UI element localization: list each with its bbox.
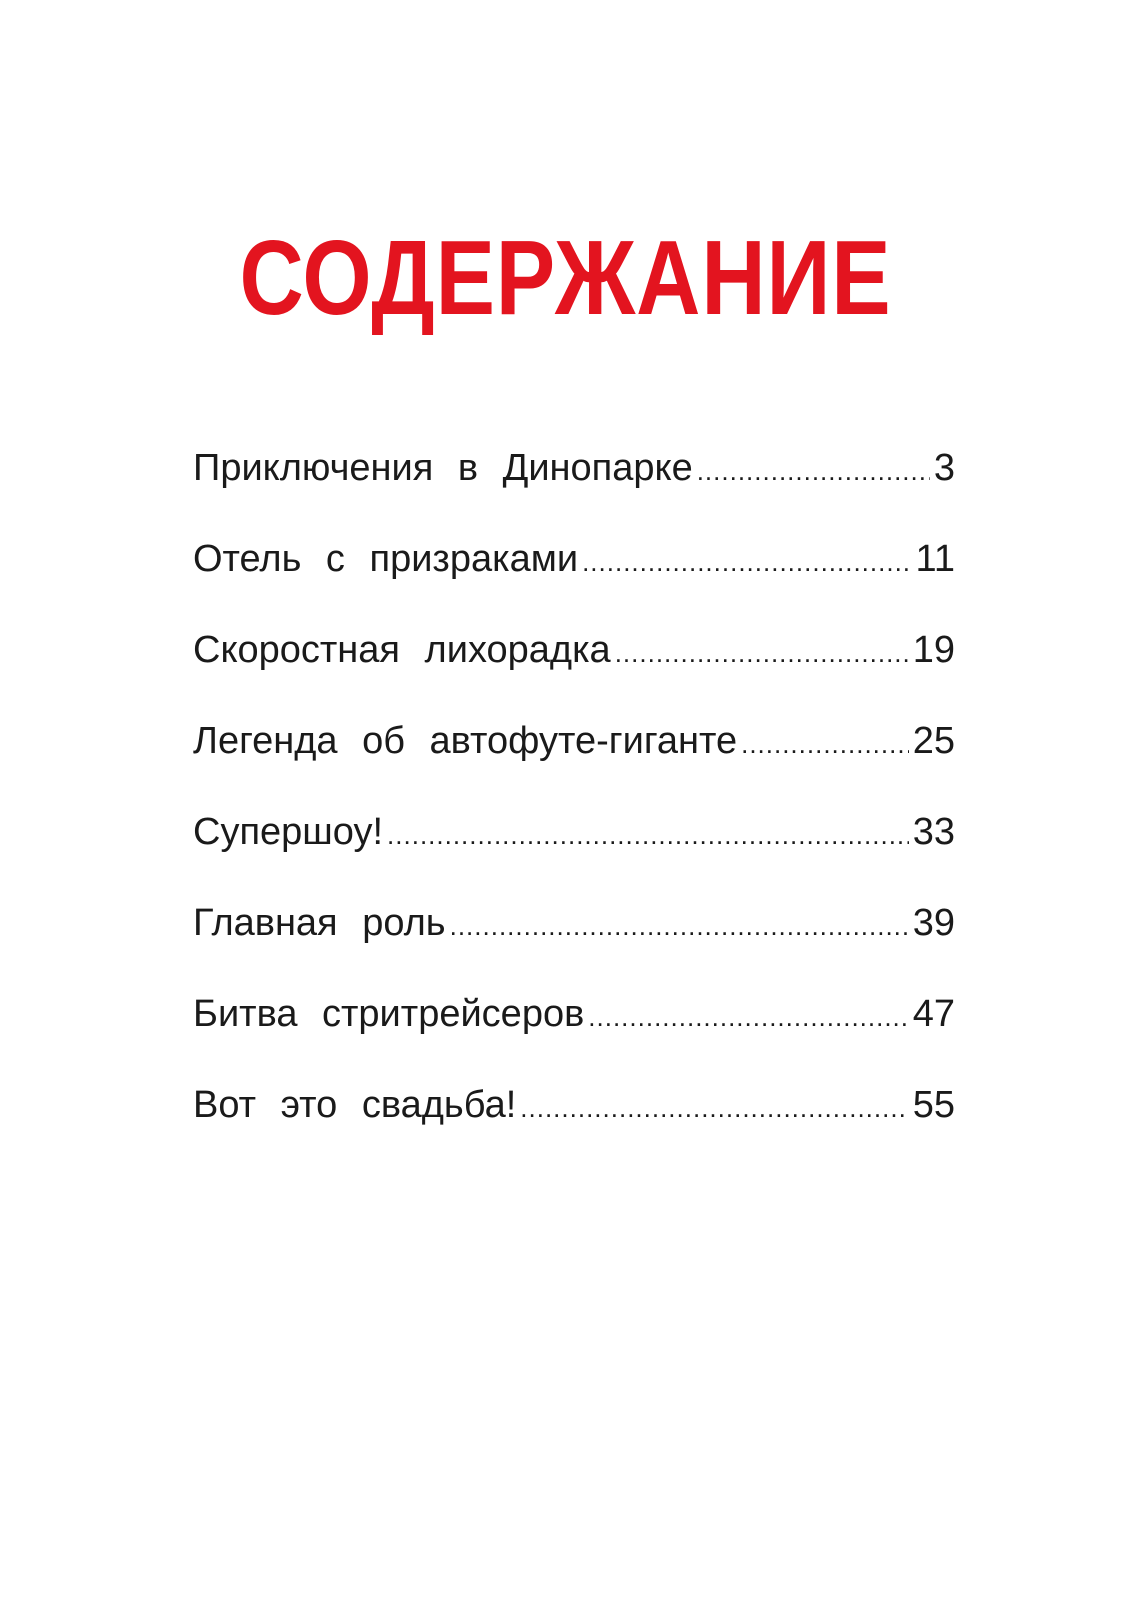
toc-dot-leader [387,812,909,858]
toc-entry-page: 47 [912,993,955,1035]
toc-entry [193,809,955,900]
toc-entry-page: 19 [912,629,955,671]
toc-entry-page: 25 [912,720,955,762]
toc-entry [193,445,955,536]
toc-entry [193,991,955,1082]
toc-entry-title: Отель с призраками [193,538,579,580]
toc-entry-title: Легенда об автофуте-гиганте [193,720,738,762]
toc-entry-title: Приключения в Динопарке [193,447,693,489]
toc-entry-title: Вот это свадьба! [193,1084,517,1126]
toc-dot-leader [697,448,930,494]
toc-dot-leader [520,1085,908,1131]
toc-dot-leader [450,903,909,949]
toc-entry-page: 11 [915,538,955,580]
toc-entry [193,627,955,718]
toc-entry-title: Скоростная лихорадка [193,629,611,671]
page-title: СОДЕРЖАНИЕ [239,219,892,337]
toc-entry-page: 33 [912,811,955,853]
toc-entry-title: Главная роль [193,902,446,944]
toc-entry [193,1082,955,1173]
toc-dot-leader [741,721,909,767]
table-of-contents [193,445,955,1173]
toc-entry [193,718,955,809]
toc-dot-leader [615,630,909,676]
toc-entry-title: Супершоу! [193,811,384,853]
toc-entry-page: 3 [933,447,955,489]
toc-entry [193,536,955,627]
toc-entry-title: Битва стритрейсеров [193,993,585,1035]
toc-entry-page: 55 [912,1084,955,1126]
toc-dot-leader [582,539,911,585]
toc-entry [193,900,955,991]
toc-entry-page: 39 [912,902,955,944]
toc-dot-leader [588,994,908,1040]
